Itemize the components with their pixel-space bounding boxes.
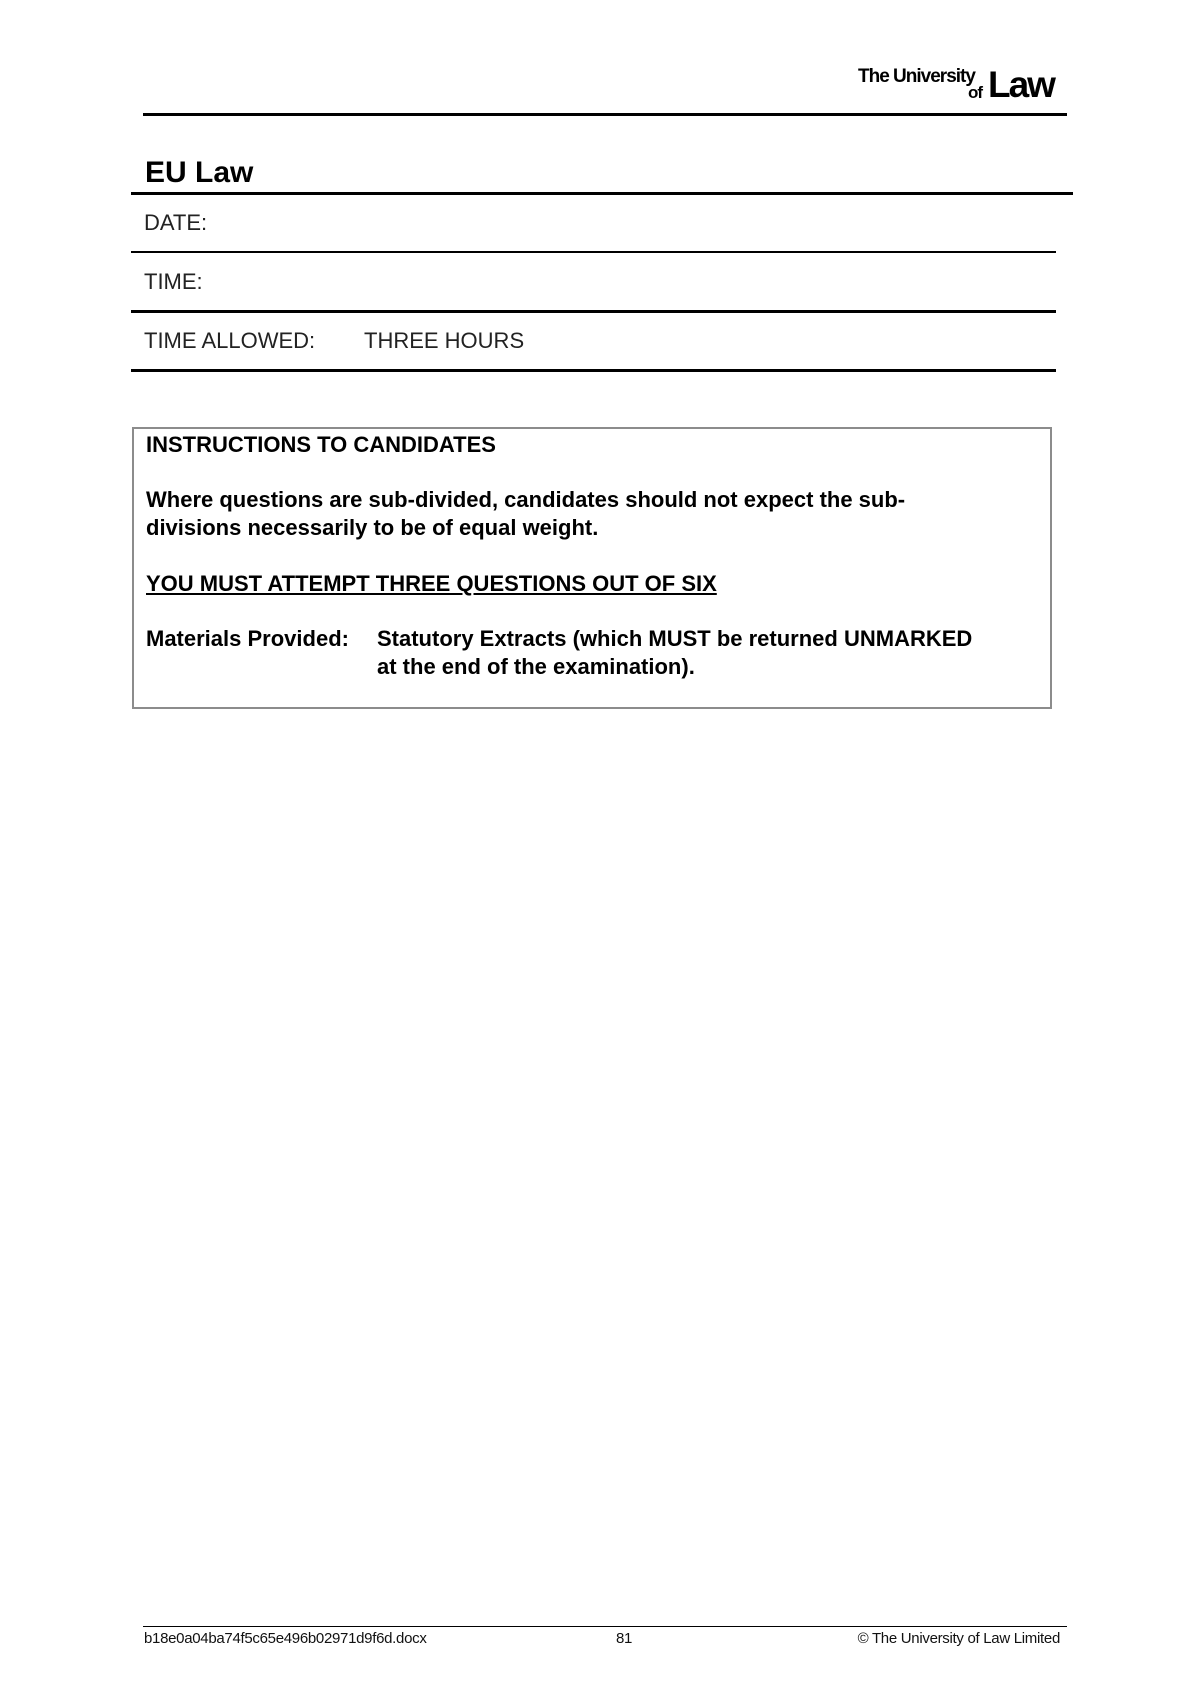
footer-page-number: 81 — [616, 1630, 633, 1647]
time-allowed-value: THREE HOURS — [364, 328, 525, 353]
footer-copyright: © The University of Law Limited — [857, 1630, 1060, 1647]
materials-line-2: at the end of the examination). — [377, 654, 695, 679]
time-label: TIME: — [144, 269, 203, 294]
university-logo — [858, 66, 1068, 106]
instructions-heading: INSTRUCTIONS TO CANDIDATES — [146, 432, 496, 457]
instructions-paragraph-line-2: divisions necessarily to be of equal weight. — [146, 515, 599, 540]
materials-label: Materials Provided: — [146, 626, 349, 651]
time-divider — [131, 310, 1056, 313]
time-allowed-label: TIME ALLOWED: — [144, 328, 316, 353]
time-allowed-divider — [131, 369, 1056, 372]
footer-divider — [143, 1626, 1067, 1627]
page-title: EU Law — [145, 156, 254, 189]
instructions-box — [132, 427, 1052, 709]
logo-line-1: The University — [858, 66, 975, 87]
title-divider — [131, 192, 1073, 195]
footer-filename: b18e0a04ba74f5c65e496b02971d9f6d.docx — [144, 1630, 427, 1647]
date-label: DATE: — [144, 210, 208, 235]
attempt-requirement: YOU MUST ATTEMPT THREE QUESTIONS OUT OF SIX — [146, 571, 717, 596]
logo-word: Law — [988, 64, 1054, 105]
header-divider — [143, 113, 1067, 116]
materials-line-1: Statutory Extracts (which MUST be returned UNMARKED — [377, 626, 973, 651]
logo-line-2: of — [968, 83, 983, 102]
instructions-paragraph-line-1: Where questions are sub-divided, candidates should not expect the sub- — [146, 487, 906, 512]
date-divider — [131, 251, 1056, 253]
